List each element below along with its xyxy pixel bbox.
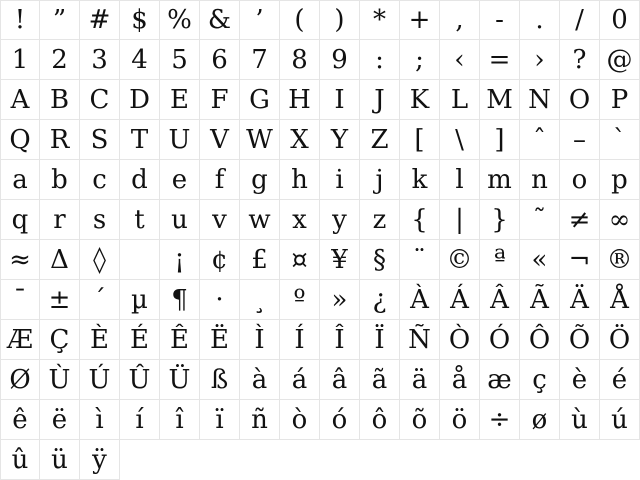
glyph-cell[interactable]: ì: [80, 400, 120, 440]
glyph-cell[interactable]: 8: [280, 40, 320, 80]
glyph-cell[interactable]: S: [80, 120, 120, 160]
glyph-cell[interactable]: µ: [120, 280, 160, 320]
glyph-cell[interactable]: ã: [360, 360, 400, 400]
glyph-cell[interactable]: P: [600, 80, 640, 120]
glyph-cell[interactable]: 7: [240, 40, 280, 80]
glyph-cell[interactable]: Q: [0, 120, 40, 160]
glyph-cell[interactable]: ®: [600, 240, 640, 280]
glyph-cell[interactable]: ›: [520, 40, 560, 80]
glyph-cell[interactable]: /: [560, 0, 600, 40]
glyph-cell[interactable]: ‹: [440, 40, 480, 80]
glyph-cell[interactable]: $: [120, 0, 160, 40]
glyph-cell[interactable]: ∞: [600, 200, 640, 240]
glyph-cell[interactable]: K: [400, 80, 440, 120]
glyph-cell[interactable]: s: [80, 200, 120, 240]
glyph-cell[interactable]: ë: [40, 400, 80, 440]
glyph-cell[interactable]: U: [160, 120, 200, 160]
glyph-cell[interactable]: B: [40, 80, 80, 120]
glyph-cell[interactable]: !: [0, 0, 40, 40]
glyph-cell[interactable]: ö: [440, 400, 480, 440]
glyph-cell[interactable]: ): [320, 0, 360, 40]
glyph-cell[interactable]: a: [0, 160, 40, 200]
glyph-cell[interactable]: Õ: [560, 320, 600, 360]
glyph-cell[interactable]: â: [320, 360, 360, 400]
glyph-cell[interactable]: x: [280, 200, 320, 240]
glyph-cell[interactable]: ≠: [560, 200, 600, 240]
glyph-cell[interactable]: r: [40, 200, 80, 240]
glyph-cell[interactable]: ¡: [160, 240, 200, 280]
glyph-cell[interactable]: j: [360, 160, 400, 200]
glyph-cell[interactable]: H: [280, 80, 320, 120]
glyph-cell[interactable]: v: [200, 200, 240, 240]
glyph-cell[interactable]: ¯: [0, 280, 40, 320]
glyph-cell[interactable]: ª: [480, 240, 520, 280]
glyph-cell[interactable]: ©: [440, 240, 480, 280]
glyph-cell[interactable]: Â: [480, 280, 520, 320]
glyph-cell[interactable]: .: [520, 0, 560, 40]
glyph-cell[interactable]: Ï: [360, 320, 400, 360]
glyph-cell[interactable]: +: [400, 0, 440, 40]
glyph-cell[interactable]: -: [480, 0, 520, 40]
glyph-cell[interactable]: [120, 240, 160, 280]
glyph-cell[interactable]: R: [40, 120, 80, 160]
glyph-cell[interactable]: Ì: [240, 320, 280, 360]
glyph-cell[interactable]: Ê: [160, 320, 200, 360]
glyph-cell[interactable]: £: [240, 240, 280, 280]
glyph-cell[interactable]: 4: [120, 40, 160, 80]
glyph-cell[interactable]: ,: [440, 0, 480, 40]
glyph-cell[interactable]: 9: [320, 40, 360, 80]
glyph-cell[interactable]: Ô: [520, 320, 560, 360]
glyph-cell[interactable]: Î: [320, 320, 360, 360]
glyph-cell[interactable]: q: [0, 200, 40, 240]
glyph-cell[interactable]: =: [480, 40, 520, 80]
glyph-cell[interactable]: ?: [560, 40, 600, 80]
glyph-cell[interactable]: É: [120, 320, 160, 360]
glyph-cell[interactable]: ˜: [520, 200, 560, 240]
glyph-cell[interactable]: ¨: [400, 240, 440, 280]
glyph-cell[interactable]: p: [600, 160, 640, 200]
glyph-cell[interactable]: ]: [480, 120, 520, 160]
glyph-cell[interactable]: Y: [320, 120, 360, 160]
glyph-cell[interactable]: c: [80, 160, 120, 200]
glyph-cell[interactable]: ¸: [240, 280, 280, 320]
glyph-cell[interactable]: ÿ: [80, 440, 120, 480]
glyph-cell[interactable]: ;: [400, 40, 440, 80]
glyph-cell[interactable]: ±: [40, 280, 80, 320]
glyph-cell[interactable]: ü: [40, 440, 80, 480]
glyph-cell[interactable]: e: [160, 160, 200, 200]
glyph-cell[interactable]: é: [600, 360, 640, 400]
glyph-cell[interactable]: Ñ: [400, 320, 440, 360]
glyph-cell[interactable]: u: [160, 200, 200, 240]
glyph-cell[interactable]: ô: [360, 400, 400, 440]
glyph-cell[interactable]: û: [0, 440, 40, 480]
glyph-cell[interactable]: Á: [440, 280, 480, 320]
glyph-cell[interactable]: á: [280, 360, 320, 400]
glyph-cell[interactable]: M: [480, 80, 520, 120]
glyph-cell[interactable]: }: [480, 200, 520, 240]
glyph-cell[interactable]: »: [320, 280, 360, 320]
glyph-cell[interactable]: ¶: [160, 280, 200, 320]
glyph-cell[interactable]: 2: [40, 40, 80, 80]
glyph-cell[interactable]: «: [520, 240, 560, 280]
glyph-cell[interactable]: ´: [80, 280, 120, 320]
glyph-cell[interactable]: ’: [240, 0, 280, 40]
glyph-cell[interactable]: Ø: [0, 360, 40, 400]
glyph-cell[interactable]: z: [360, 200, 400, 240]
glyph-cell[interactable]: Ç: [40, 320, 80, 360]
glyph-cell[interactable]: N: [520, 80, 560, 120]
glyph-cell[interactable]: Ö: [600, 320, 640, 360]
glyph-cell[interactable]: &: [200, 0, 240, 40]
glyph-cell[interactable]: Δ: [40, 240, 80, 280]
glyph-cell[interactable]: ò: [280, 400, 320, 440]
glyph-cell[interactable]: D: [120, 80, 160, 120]
glyph-cell[interactable]: –: [560, 120, 600, 160]
glyph-cell[interactable]: C: [80, 80, 120, 120]
glyph-cell[interactable]: ·: [200, 280, 240, 320]
glyph-cell[interactable]: ù: [560, 400, 600, 440]
glyph-cell[interactable]: 5: [160, 40, 200, 80]
glyph-cell[interactable]: {: [400, 200, 440, 240]
glyph-cell[interactable]: ¬: [560, 240, 600, 280]
glyph-cell[interactable]: ï: [200, 400, 240, 440]
glyph-cell[interactable]: 0: [600, 0, 640, 40]
glyph-cell[interactable]: i: [320, 160, 360, 200]
glyph-cell[interactable]: G: [240, 80, 280, 120]
glyph-cell[interactable]: à: [240, 360, 280, 400]
glyph-cell[interactable]: î: [160, 400, 200, 440]
glyph-cell[interactable]: o: [560, 160, 600, 200]
glyph-cell[interactable]: ¥: [320, 240, 360, 280]
glyph-cell[interactable]: Í: [280, 320, 320, 360]
glyph-cell[interactable]: õ: [400, 400, 440, 440]
glyph-cell[interactable]: X: [280, 120, 320, 160]
glyph-cell[interactable]: í: [120, 400, 160, 440]
glyph-cell[interactable]: Ò: [440, 320, 480, 360]
glyph-cell[interactable]: E: [160, 80, 200, 120]
glyph-cell[interactable]: §: [360, 240, 400, 280]
glyph-cell[interactable]: ≈: [0, 240, 40, 280]
glyph-cell[interactable]: \: [440, 120, 480, 160]
glyph-cell[interactable]: %: [160, 0, 200, 40]
glyph-cell[interactable]: [: [400, 120, 440, 160]
glyph-cell[interactable]: f: [200, 160, 240, 200]
glyph-cell[interactable]: ¤: [280, 240, 320, 280]
glyph-cell[interactable]: Ó: [480, 320, 520, 360]
glyph-cell[interactable]: 6: [200, 40, 240, 80]
glyph-cell[interactable]: y: [320, 200, 360, 240]
glyph-cell[interactable]: ◊: [80, 240, 120, 280]
glyph-cell[interactable]: æ: [480, 360, 520, 400]
glyph-cell[interactable]: b: [40, 160, 80, 200]
glyph-cell[interactable]: F: [200, 80, 240, 120]
glyph-cell[interactable]: ú: [600, 400, 640, 440]
glyph-cell[interactable]: d: [120, 160, 160, 200]
glyph-cell[interactable]: ä: [400, 360, 440, 400]
glyph-cell[interactable]: n: [520, 160, 560, 200]
glyph-cell[interactable]: V: [200, 120, 240, 160]
glyph-cell[interactable]: ÷: [480, 400, 520, 440]
glyph-cell[interactable]: Ä: [560, 280, 600, 320]
glyph-cell[interactable]: è: [560, 360, 600, 400]
glyph-cell[interactable]: ç: [520, 360, 560, 400]
glyph-cell[interactable]: #: [80, 0, 120, 40]
glyph-cell[interactable]: ê: [0, 400, 40, 440]
glyph-cell[interactable]: Å: [600, 280, 640, 320]
glyph-cell[interactable]: @: [600, 40, 640, 80]
glyph-cell[interactable]: º: [280, 280, 320, 320]
glyph-cell[interactable]: Ú: [80, 360, 120, 400]
glyph-cell[interactable]: T: [120, 120, 160, 160]
glyph-cell[interactable]: å: [440, 360, 480, 400]
glyph-cell[interactable]: k: [400, 160, 440, 200]
glyph-cell[interactable]: (: [280, 0, 320, 40]
glyph-cell[interactable]: W: [240, 120, 280, 160]
glyph-cell[interactable]: L: [440, 80, 480, 120]
glyph-cell[interactable]: ß: [200, 360, 240, 400]
glyph-cell[interactable]: 1: [0, 40, 40, 80]
glyph-cell[interactable]: ¢: [200, 240, 240, 280]
glyph-cell[interactable]: ø: [520, 400, 560, 440]
glyph-cell[interactable]: m: [480, 160, 520, 200]
glyph-cell[interactable]: J: [360, 80, 400, 120]
glyph-cell[interactable]: ¿: [360, 280, 400, 320]
glyph-cell[interactable]: A: [0, 80, 40, 120]
glyph-cell[interactable]: Z: [360, 120, 400, 160]
glyph-cell[interactable]: w: [240, 200, 280, 240]
glyph-cell[interactable]: t: [120, 200, 160, 240]
glyph-cell[interactable]: O: [560, 80, 600, 120]
glyph-cell[interactable]: l: [440, 160, 480, 200]
glyph-cell[interactable]: :: [360, 40, 400, 80]
glyph-cell[interactable]: ó: [320, 400, 360, 440]
glyph-cell[interactable]: Æ: [0, 320, 40, 360]
glyph-cell[interactable]: Ù: [40, 360, 80, 400]
glyph-cell[interactable]: Ü: [160, 360, 200, 400]
glyph-cell[interactable]: Û: [120, 360, 160, 400]
glyph-cell[interactable]: ñ: [240, 400, 280, 440]
glyph-cell[interactable]: 3: [80, 40, 120, 80]
glyph-cell[interactable]: Ã: [520, 280, 560, 320]
glyph-cell[interactable]: È: [80, 320, 120, 360]
glyph-cell[interactable]: ˆ: [520, 120, 560, 160]
glyph-cell[interactable]: `: [600, 120, 640, 160]
glyph-cell[interactable]: *: [360, 0, 400, 40]
glyph-cell[interactable]: |: [440, 200, 480, 240]
glyph-cell[interactable]: À: [400, 280, 440, 320]
glyph-cell[interactable]: h: [280, 160, 320, 200]
glyph-cell[interactable]: g: [240, 160, 280, 200]
glyph-cell[interactable]: ”: [40, 0, 80, 40]
glyph-cell[interactable]: I: [320, 80, 360, 120]
glyph-cell[interactable]: Ë: [200, 320, 240, 360]
